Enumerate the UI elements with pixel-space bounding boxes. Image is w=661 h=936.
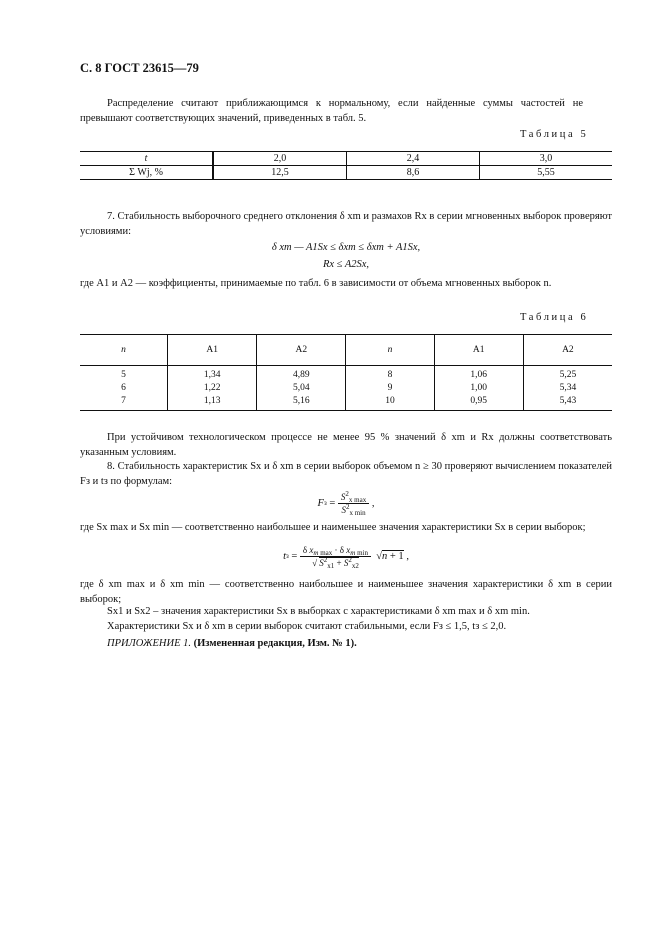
table6-cell: 5 [121, 370, 126, 380]
table6-header: A2 [257, 335, 346, 366]
table6-cell: 1,06 [434, 366, 523, 383]
formula-t-fraction: $\frac{\delta x_m _{max} \cdot \delta x_m _{min}}{√ S^2_{x1} + S^2_{x2}}$ [300, 545, 371, 568]
table5-cell: 12,5 [213, 166, 347, 180]
table5-cell: 5,55 [480, 166, 613, 180]
page-header: С. 8 ГОСТ 23615—79 [80, 61, 199, 75]
table5 [80, 151, 612, 180]
table5-row2-label: Σ Wj, % [129, 167, 163, 178]
table6-cell: 5,25 [523, 366, 612, 383]
table6-cell: 0,95 [434, 395, 523, 411]
item8-where-1: где Sx max и Sx min — соответственно наибольшее и наименьшее значения характеристики Sx в серии выборок; [80, 522, 586, 533]
table6-cell: 8 [346, 366, 434, 383]
item8-where-3: Sx1 и Sx2 – значения характеристики Sx в выборках с характеристиками δ xm max и δ xm min. [107, 606, 530, 617]
stability-paragraph [80, 430, 612, 460]
table6-cell: 9 [346, 382, 434, 395]
table6-cell: 1,34 [168, 366, 257, 383]
table6 [80, 334, 612, 411]
table6-cell: 5,43 [523, 395, 612, 411]
table6-header: n [387, 344, 393, 355]
table6-cell: 5,04 [257, 382, 346, 395]
table6-header-row [80, 335, 612, 366]
table6-header: A1 [434, 335, 523, 366]
formula-F-fraction: $\frac{S^2_{x max}}{S^2_{x min}}$ [338, 492, 369, 515]
table6-cell: 5,16 [257, 395, 346, 411]
table6-cell: 1,13 [168, 395, 257, 411]
table6-cell: 1,22 [168, 382, 257, 395]
item8-paragraph [80, 459, 612, 489]
table5-row-sum [80, 166, 612, 180]
item8-conclusion: Характеристики Sx и δ xm в серии выборок считают стабильными, если Fз ≤ 1,5, tз ≤ 2,0. [107, 621, 507, 632]
table6-cell: 7 [121, 396, 126, 406]
table6-cell: 4,89 [257, 366, 346, 383]
table6-cell: 6 [121, 383, 126, 393]
table5-row-t [80, 152, 612, 166]
stability-text: При устойчивом технологическом процессе не менее 95 % значений δ xm и Rx должны соответствовать указанным условиям. [80, 432, 612, 458]
item8-where-2: где δ xm max и δ xm min — соответственно наибольшее и наименьшее значения характеристики δ xm в серии выборок; [80, 579, 612, 605]
table5-cell: 2,0 [213, 152, 347, 166]
table6-header: A2 [523, 335, 612, 366]
table6-row [80, 395, 612, 411]
table6-header: n [121, 344, 126, 355]
formula-F: F з = $\frac{S^2_{x max}}{S^2_{x min}}$ , [317, 489, 375, 517]
table5-cell: 3,0 [480, 152, 613, 166]
table6-cell: 1,00 [434, 382, 523, 395]
table5-row1-label: t [144, 153, 148, 164]
item8-text: 8. Стабильность характеристик Sx и δ xm в серии выборок объемом n ≥ 30 проверяют вычислением показателей Fз и tз по формулам: [80, 461, 612, 487]
table6-row [80, 382, 612, 395]
item7-formula-1: δ xm — A1Sx ≤ δxm ≤ δxm + A1Sx, [271, 242, 421, 253]
item7-paragraph [80, 209, 612, 239]
table5-cell: 2,4 [347, 152, 480, 166]
table6-cell: 5,34 [523, 382, 612, 395]
table6-cell: 10 [346, 395, 434, 411]
table5-cell: 8,6 [347, 166, 480, 180]
table6-header: A1 [168, 335, 257, 366]
appendix-note: (Измененная редакция, Изм. № 1). [193, 638, 357, 649]
table5-caption: Таблица 5 [520, 129, 589, 140]
table6-row [80, 366, 612, 383]
item7-where: где A1 и A2 — коэффициенты, принимаемые по табл. 6 в зависимости от объема мгновенных выборок n. [80, 278, 552, 289]
appendix-line [107, 636, 612, 651]
item7-text: 7. Стабильность выборочного среднего отклонения δ xm и размахов Rx в серии мгновенных выборок проверяют условиями: [80, 211, 612, 237]
intro-text: Распределение считают приближающимся к нормальному, если найденные суммы частостей не превышают соответствующих значений, приведенных в табл. 5. [80, 98, 583, 124]
intro-paragraph [80, 96, 583, 126]
appendix-label: ПРИЛОЖЕНИЕ 1. [107, 638, 191, 649]
item7-formula-2: Rx ≤ A2Sx, [322, 259, 370, 270]
table6-caption: Таблица 6 [520, 312, 589, 323]
formula-t: t з = $\frac{\delta x_m _{max} \cdot \delta x_m _{min}}{√ S^2_{x1} + S^2_{x2}}$ √ n + 1 , [283, 544, 409, 570]
